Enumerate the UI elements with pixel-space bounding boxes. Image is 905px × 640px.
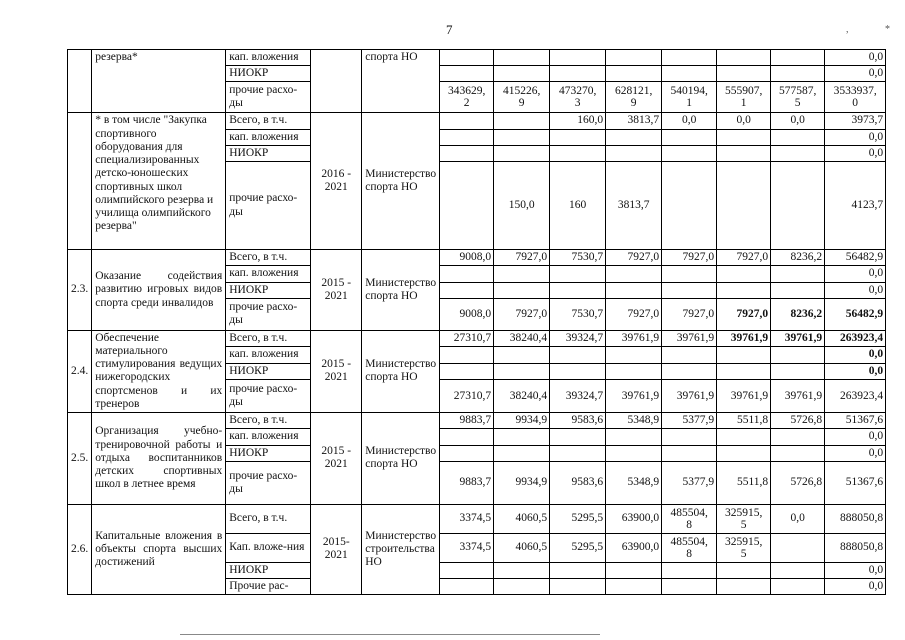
value-cell: 540194, 1 <box>662 82 717 113</box>
margin-mark: * <box>885 24 890 35</box>
source-kap: Кап. вложе-ния <box>226 533 311 562</box>
value-cell: 4060,5 <box>494 504 550 533</box>
value-cell: 63900,0 <box>606 504 662 533</box>
value-cell: 0,0 <box>662 113 717 129</box>
value-cell: 51367,6 <box>825 461 886 504</box>
value-cell: 4123,7 <box>825 162 886 250</box>
value-cell: 5511,8 <box>717 461 771 504</box>
table-row <box>68 330 886 347</box>
value-cell: 5295,5 <box>550 533 606 562</box>
value-cell: 485504, 8 <box>662 504 717 533</box>
value-cell: 7530,7 <box>550 250 606 266</box>
value-cell: 0,0 <box>825 562 886 578</box>
row-number: 2.5. <box>68 413 92 505</box>
source-total: Всего, в т.ч. <box>226 413 311 429</box>
value-cell: 3533937, 0 <box>825 82 886 113</box>
source-total: Всего, в т.ч. <box>226 330 311 347</box>
value-cell: 56482,9 <box>825 250 886 266</box>
period-cell: 2016 - 2021 <box>311 113 362 250</box>
value-cell: 9934,9 <box>494 413 550 429</box>
row-number: 2.6. <box>68 504 92 594</box>
source-niokr: НИОКР <box>226 282 311 298</box>
period-cell: 2015 - 2021 <box>311 330 362 412</box>
value-cell: 5377,9 <box>662 461 717 504</box>
value-cell: 9008,0 <box>440 250 494 266</box>
value-cell: 415226, 9 <box>494 82 550 113</box>
value-cell: 8236,2 <box>771 298 825 330</box>
source-total: Всего, в т.ч. <box>226 113 311 129</box>
row-number-cell <box>68 50 92 113</box>
executor: Министерство спорта НО <box>362 250 440 331</box>
value-cell: 5295,5 <box>550 504 606 533</box>
value-cell: 0,0 <box>771 113 825 129</box>
value-cell: 7927,0 <box>717 298 771 330</box>
page-bottom-rule <box>180 634 600 635</box>
period-cell: 2015-2021 <box>311 504 362 594</box>
table-row <box>68 250 886 266</box>
value-cell: 9883,7 <box>440 413 494 429</box>
source-proch: прочие расхо-ды <box>226 298 311 330</box>
measure-name: Обеспечение материального стимулирования ведущих нижегородских спортсменов и их тренеров <box>92 330 226 412</box>
value-cell: 39324,7 <box>550 330 606 347</box>
value-cell: 263923,4 <box>825 330 886 347</box>
source-kap: кап. вложения <box>226 50 311 66</box>
value-cell: 8236,2 <box>771 250 825 266</box>
value-cell: 3813,7 <box>606 113 662 129</box>
value-cell: 160,0 <box>550 113 606 129</box>
source-total: Всего, в т.ч. <box>226 250 311 266</box>
value-cell: 38240,4 <box>494 380 550 413</box>
value-cell: 577587, 5 <box>771 82 825 113</box>
value-cell: 39324,7 <box>550 380 606 413</box>
value-cell: 0,0 <box>825 578 886 594</box>
value-cell: 0,0 <box>825 282 886 298</box>
value-cell: 325915, 5 <box>717 533 771 562</box>
table-row <box>68 413 886 429</box>
executor: спорта НО <box>362 50 440 113</box>
measure-name: * в том числе "Закупка спортивного оборудования для специализированных детско-юношеских спортивных школ олимпийского резерва и училища олимпийского резерва" <box>92 113 226 250</box>
value-cell: 0,0 <box>825 129 886 145</box>
value-cell: 343629, 2 <box>440 82 494 113</box>
measure-name: Капитальные вложения в объекты спорта высших достижений <box>92 504 226 594</box>
value-cell: 473270, 3 <box>550 82 606 113</box>
value-cell: 263923,4 <box>825 380 886 413</box>
value-cell: 628121, 9 <box>606 82 662 113</box>
source-proch: прочие расхо-ды <box>226 461 311 504</box>
value-cell: 0,0 <box>825 145 886 161</box>
value-cell: 9934,9 <box>494 461 550 504</box>
source-kap: кап. вложения <box>226 347 311 364</box>
value-cell: 7927,0 <box>662 298 717 330</box>
value-cell: 0,0 <box>771 504 825 533</box>
row-number-cell <box>68 113 92 250</box>
value-cell: 5511,8 <box>717 413 771 429</box>
value-cell: 485504, 8 <box>662 533 717 562</box>
source-niokr: НИОКР <box>226 363 311 380</box>
executor: Министерство спорта НО <box>362 330 440 412</box>
source-kap: кап. вложения <box>226 266 311 282</box>
value-cell: 39761,9 <box>606 330 662 347</box>
value-cell: 39761,9 <box>771 330 825 347</box>
table-row <box>68 50 886 66</box>
value-cell: 888050,8 <box>825 533 886 562</box>
value-cell: 3973,7 <box>825 113 886 129</box>
value-cell: 63900,0 <box>606 533 662 562</box>
measure-name: Оказание содействия развитию игровых видов спорта среди инвалидов <box>92 250 226 331</box>
value-cell: 38240,4 <box>494 330 550 347</box>
value-cell: 150,0 <box>494 162 550 250</box>
margin-mark: , <box>846 24 849 35</box>
value-cell: 7927,0 <box>606 250 662 266</box>
value-cell: 5348,9 <box>606 413 662 429</box>
value-cell: 39761,9 <box>662 330 717 347</box>
value-cell: 0,0 <box>825 66 886 82</box>
value-cell: 56482,9 <box>825 298 886 330</box>
value-cell: 0,0 <box>825 445 886 461</box>
source-kap: кап. вложения <box>226 129 311 145</box>
period-cell: 2015 - 2021 <box>311 413 362 505</box>
value-cell: 27310,7 <box>440 380 494 413</box>
value-cell: 9583,6 <box>550 461 606 504</box>
value-cell: 555907, 1 <box>717 82 771 113</box>
table-row <box>68 113 886 129</box>
value-cell: 0,0 <box>825 347 886 364</box>
source-proch: прочие расхо-ды <box>226 82 311 113</box>
value-cell: 7927,0 <box>494 298 550 330</box>
source-proch: Прочие рас- <box>226 578 311 594</box>
value-cell: 5348,9 <box>606 461 662 504</box>
value-cell: 9583,6 <box>550 413 606 429</box>
value-cell: 3813,7 <box>606 162 662 250</box>
value-cell: 7927,0 <box>494 250 550 266</box>
row-number: 2.3. <box>68 250 92 331</box>
executor: Министерство спорта НО <box>362 113 440 250</box>
value-cell: 0,0 <box>825 363 886 380</box>
value-cell: 9883,7 <box>440 461 494 504</box>
value-cell: 5726,8 <box>771 413 825 429</box>
value-cell: 39761,9 <box>771 380 825 413</box>
executor: Министерство строительства НО <box>362 504 440 594</box>
value-cell: 39761,9 <box>717 380 771 413</box>
executor: Министерство спорта НО <box>362 413 440 505</box>
value-cell: 51367,6 <box>825 413 886 429</box>
source-niokr: НИОКР <box>226 562 311 578</box>
value-cell: 39761,9 <box>717 330 771 347</box>
source-total: Всего, в т.ч. <box>226 504 311 533</box>
measure-name: резерва* <box>92 50 226 113</box>
value-cell: 0,0 <box>825 266 886 282</box>
value-cell: 7927,0 <box>662 250 717 266</box>
value-cell: 5377,9 <box>662 413 717 429</box>
value-cell: 39761,9 <box>606 380 662 413</box>
value-cell: 9008,0 <box>440 298 494 330</box>
value-cell: 0,0 <box>825 429 886 445</box>
source-niokr: НИОКР <box>226 445 311 461</box>
value-cell: 0,0 <box>717 113 771 129</box>
row-number: 2.4. <box>68 330 92 412</box>
period-cell <box>311 50 362 113</box>
measure-name: Организация учебно-тренировочной работы и отдыха воспитанников детских спортивных школ в летнее время <box>92 413 226 505</box>
value-cell: 27310,7 <box>440 330 494 347</box>
value-cell: 7530,7 <box>550 298 606 330</box>
table-row <box>68 504 886 533</box>
source-proch: прочие расхо-ды <box>226 380 311 413</box>
source-proch: прочие расхо-ды <box>226 162 311 250</box>
value-cell: 0,0 <box>825 50 886 66</box>
page-number: 7 <box>446 22 453 37</box>
source-niokr: НИОКР <box>226 66 311 82</box>
value-cell: 5726,8 <box>771 461 825 504</box>
value-cell: 7927,0 <box>606 298 662 330</box>
value-cell: 7927,0 <box>717 250 771 266</box>
value-cell: 3374,5 <box>440 533 494 562</box>
value-cell: 888050,8 <box>825 504 886 533</box>
source-niokr: НИОКР <box>226 145 311 161</box>
budget-table <box>67 49 886 595</box>
value-cell: 325915, 5 <box>717 504 771 533</box>
value-cell: 160 <box>550 162 606 250</box>
period-cell: 2015 - 2021 <box>311 250 362 331</box>
value-cell: 4060,5 <box>494 533 550 562</box>
source-kap: кап. вложения <box>226 429 311 445</box>
value-cell: 39761,9 <box>662 380 717 413</box>
value-cell: 3374,5 <box>440 504 494 533</box>
